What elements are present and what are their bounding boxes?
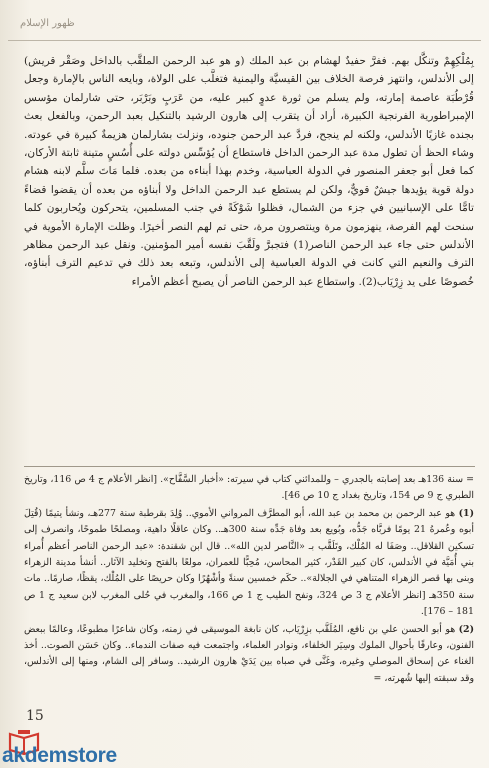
logo-text: akdemstore bbox=[2, 744, 117, 767]
footnote-separator bbox=[24, 466, 475, 467]
body-paragraph: بِمُلْكِهِمْ وتنكَّل بهم. ففرَّ حفيدٌ لهشام بن عبد الملك (و هو عبد الرحمن الملقَّب بالداخل وصَقْر قريش) إلى الأندلس، وانتهز فرصة الخلاف بين القيسيَّة واليمنية فتغلَّب على الولاة، وبايعه الناس بالإمارة وجعل قُرْطُبَة عاصمة إمارته، ولم يسلم من ثورة عدوٍ كبير عليه، من عَرَبٍ وبَرْبَر، حتى شارلمان مؤسس الإمبراطورية الفرنجية الكبيرة، أراد أن يتقرب إلى هارون الرشيد بالتنكيل بعبد الرحمن، وبالفعل بعث بجنده غازيًا الأندلس، ولكنه لم ينجح، فردَّ عبد الرحمن جنوده، ونزلت بشارلمان هزيمةٌ كبيرة في عودته. وشاء الحظ أن تطول مدة عبد الرحمن الداخل فاستطاع أن يُؤسِّس دولته على أُسُسٍ متينة ثابتة الأركان، كما فعل أبو جعفر المنصور في الدولة العباسية، وخدم بهذا أبناءه من بعده. فلما مَاتَ سلَّم لابنه هشام دولة قوية يؤيدها جيشٌ قويٌّ، ولكن لم يستطع عبد الرحمن الداخل ولا أبناؤه من بعده أن يقضوا قضاءً تامًّا على الإسبانيين في جزء من الشمال، فظلوا شَوْكَةً في جنب المسلمين، يتحركون ويُحاربون كلما سنحت لهم الفرصة، ينهزمون مرة وينتصرون مرة، حتى تم لهم النصر أخيرًا. وظلت الإمارة الأموية في الأندلس حتى جاء عبد الرحمن الناصر(1) فتجبرَّ ولَقَّبَ نفسه أمير المؤمنين. ونقل عبد الرحمن مظاهر الترف والنعيم التي كانت في الدولة العباسية إلى الأندلس، وتبعه بعد ذلك في تدعيم الترف أبناؤه، خُصوصًا على يد زِرْيَاب(2). واستطاع عبد الرحمن الناصر أن يصبح أعظم الأمراء bbox=[24, 55, 474, 288]
page-number: 15 bbox=[26, 708, 44, 724]
main-text bbox=[24, 52, 474, 291]
running-title: ظهور الإسلام bbox=[20, 18, 75, 29]
footnote-2-text: هو أبو الحسن علي بن نافع، المُلَقَّب بزِرْيَاب، كان نابغة الموسيقى في زمنه، وكان شاعرًا مطبوعًا، وعالمًا ببعض الفنون، وعارفًا بأحوال الملوك وسِيَر الخلفاء، ونوادر العلماء، واجتمعت فيه صفات الندماء.. وكان حَسَن الصوت.. أخذ الغناء عن إسحاق الموصلي وغيره، وغَنَّى في صباه بين يَدَيْ هارون الرشيد.. وسافر إلى الشام، ومنها إلى الأندلس، وقد سبقته إليها شُهرته، = bbox=[24, 623, 474, 684]
footnote-1-mark: (1) bbox=[458, 507, 474, 519]
footnotes bbox=[24, 472, 474, 688]
footnote-1-text: هو عبد الرحمن بن محمد بن عبد الله، أبو المطرَّف المرواني الأموي.. وُلِدَ بقرطبة سنة 277هـ، ونشأ يتيمًا (قُتِلَ أبوه وعُمرهُ 21 يومًا فربَّاه جَدُّه، وبُويع بعد وفاة جَدِّه سنة 300هـ.. وكان عاقلًا داهية، ومصلحًا طموحًا، وانصرف إلى تسكين القلاقل.. وصَفَا له المُلْك، وتَلَقَّب بـ «النَّاصر لدين الله».. قال ابن شقندة: «عبد الرحمن الناصر أعظم أُمراء بني أُمَيَّة في الأندلس، كان كبير القَدْر، كثير المحاسن، مُحِبًّا للعمران، مولعًا بالفتح وتخليد الآثار.. أنشأ مدينة الزهراء وبنى بها قصر الزهراء المتناهي في الجلالة».. حكَم خمسين سنةً وأشْهُرًا وكان حريصًا على المُلْك، يقظًا، صارمًا.. مات سنة 350هـ [انظر الأعلام ج 3 ص 324، ونفح الطيب ج 1 ص 166، والمغرب في حُلى المغرب لابن سعيد ج 1 ص 181 – 176]. bbox=[24, 507, 475, 618]
footnote-continuation: = سنة 136هـ بعد إصابته بالجدري – وللمدائني كتاب في سيرته: «أخبار السَّفَّاح». [انظر الأعلام ج 4 ص 116، وتاريخ الطبري ج 9 ص 154، وتاريخ بغداد ج 10 ص 46]. bbox=[24, 474, 474, 502]
footnote-1 bbox=[24, 506, 474, 621]
store-logo bbox=[0, 728, 170, 766]
footnote-2-mark: (2) bbox=[458, 623, 475, 635]
footnote-2 bbox=[24, 622, 474, 688]
running-header bbox=[8, 14, 481, 41]
